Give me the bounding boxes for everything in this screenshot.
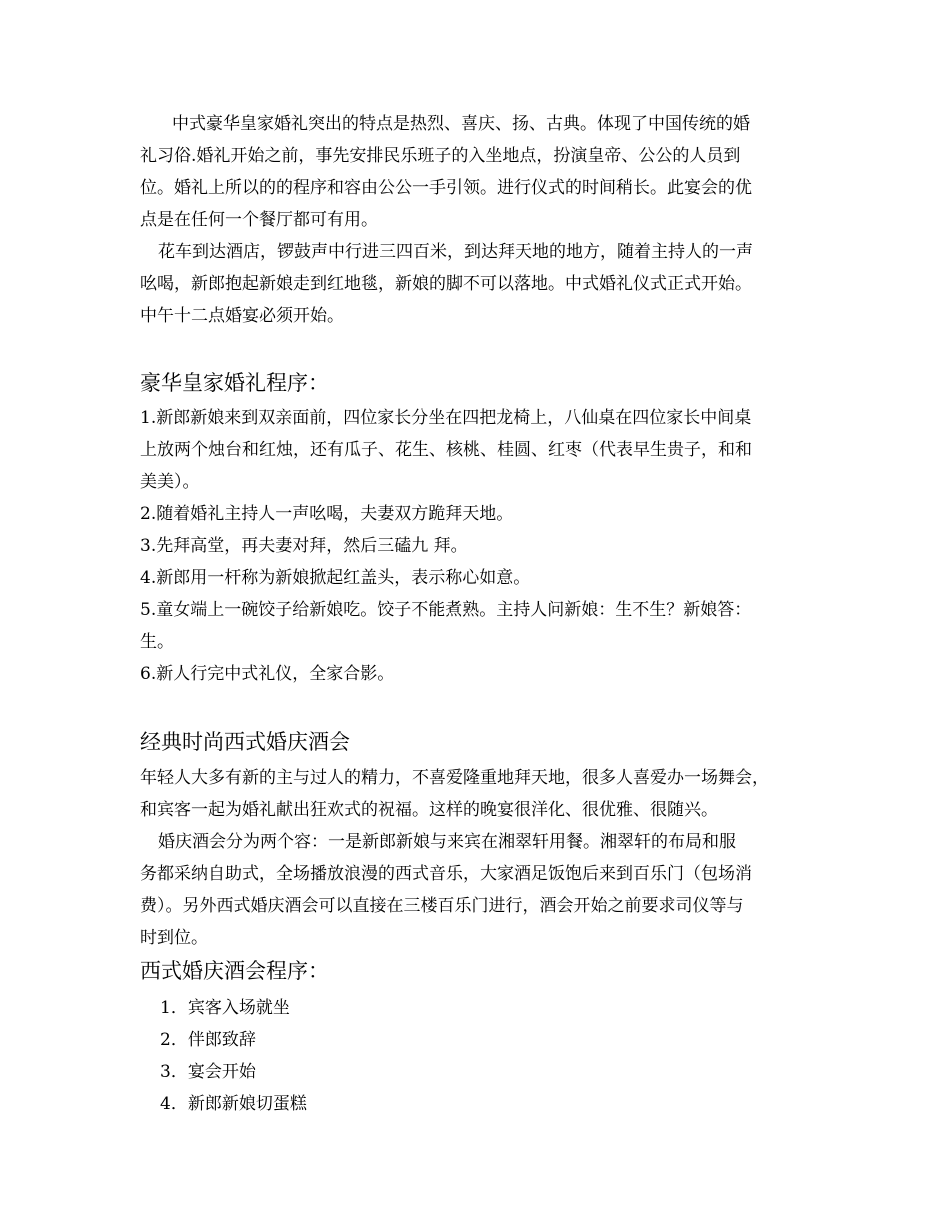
western-line: 时到位。	[140, 928, 208, 948]
list-item: 生。	[140, 632, 174, 652]
western-line: 和宾客一起为婚礼献出狂欢式的祝福。这样的晚宴很洋化、很优雅、很随兴。	[140, 800, 718, 820]
intro-line: 位。婚礼上所以的的程序和容由公公一手引领。进行仪式的时间稍长。此宴会的优	[140, 178, 752, 198]
western-line: 婚庆酒会分为两个容：一是新郎新娘与来宾在湘翠轩用餐。湘翠轩的布局和服	[158, 832, 736, 852]
intro-line: 礼习俗.婚礼开始之前，事先安排民乐班子的入坐地点，扮演皇帝、公公的人员到	[140, 146, 741, 166]
intro-line: 吆喝，新郎抱起新娘走到红地毯，新娘的脚不可以落地。中式婚礼仪式正式开始。	[140, 274, 752, 294]
list-item: 4.新郎用一杆称为新娘掀起红盖头，表示称心如意。	[140, 568, 531, 588]
list-item: 3.先拜高堂，再夫妻对拜，然后三磕九 拜。	[140, 536, 468, 556]
list-item: 3．宴会开始	[160, 1062, 256, 1082]
western-line: 务都采纳自助式，全场播放浪漫的西式音乐，大家酒足饭饱后来到百乐门（包场消	[140, 864, 752, 884]
list-item: 4．新郎新娘切蛋糕	[160, 1094, 307, 1114]
intro-line: 花车到达酒店，锣鼓声中行进三四百米，到达拜天地的地方，随着主持人的一声	[158, 242, 753, 262]
list-item: 美美）。	[140, 472, 200, 492]
intro-line: 点是在任何一个餐厅都可有用。	[140, 210, 378, 230]
list-item: 2．伴郎致辞	[160, 1030, 256, 1050]
list-item: 6.新人行完中式礼仪，全家合影。	[140, 664, 395, 684]
intro-line: 中午十二点婚宴必须开始。	[140, 306, 344, 326]
western-line: 费）。另外西式婚庆酒会可以直接在三楼百乐门进行，酒会开始之前要求司仪等与	[140, 896, 744, 916]
section-heading-western: 经典时尚西式婚庆酒会	[140, 730, 350, 754]
list-item: 1.新郎新娘来到双亲面前，四位家长分坐在四把龙椅上，八仙桌在四位家长中间桌	[140, 408, 752, 428]
western-line: 年轻人大多有新的主与过人的精力，不喜爱隆重地拜天地，很多人喜爱办一场舞会，	[140, 768, 769, 788]
list-item: 上放两个烛台和红烛，还有瓜子、花生、核桃、桂圆、红枣（代表早生贵子，和和	[140, 440, 752, 460]
list-item: 1．宾客入场就坐	[160, 998, 290, 1018]
list-item: 2.随着婚礼主持人一声吆喝，夫妻双方跪拜天地。	[140, 504, 514, 524]
intro-line: 中式豪华皇家婚礼突出的特点是热烈、喜庆、扬、古典。体现了中国传统的婚	[172, 114, 750, 134]
section-heading-western-program: 西式婚庆酒会程序：	[140, 959, 329, 983]
section-heading-chinese-program: 豪华皇家婚礼程序：	[140, 371, 329, 395]
list-item: 5.童女端上一碗饺子给新娘吃。饺子不能煮熟。主持人问新娘：生不生？新娘答：	[140, 600, 752, 620]
